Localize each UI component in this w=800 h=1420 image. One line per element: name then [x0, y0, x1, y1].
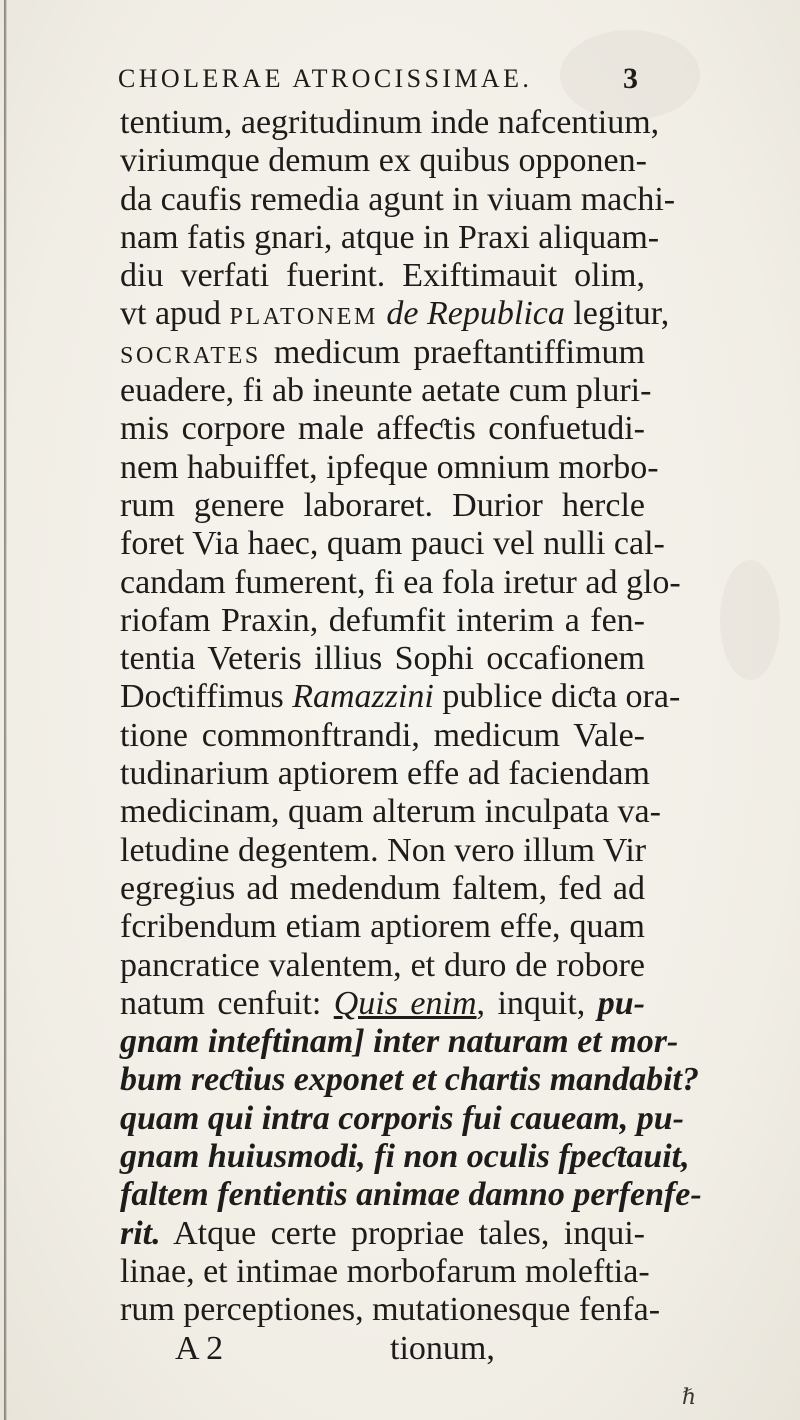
text-line: [120, 908, 645, 946]
text-line: [120, 563, 681, 602]
text-line: [120, 717, 645, 755]
text-segment: pu-: [597, 984, 645, 1022]
text-segment: Ramazzini: [292, 678, 434, 716]
text-line: [120, 947, 645, 985]
text-line: [120, 1291, 661, 1329]
text-segment: linae, et intimae morbofarum moleftia-: [120, 1252, 650, 1290]
text-segment: legitur,: [564, 295, 670, 333]
text-segment: foret Via haec, quam pauci vel nulli cal-: [120, 525, 665, 563]
text-segment: gnam inteftinam] inter naturam et mor-: [120, 1023, 679, 1061]
text-segment: tione commonftrandi, medicum Vale-: [120, 716, 645, 754]
text-line: [120, 832, 645, 870]
text-line: [120, 985, 645, 1023]
text-segment: nam fatis gnari, atque in Praxi aliquam-: [120, 218, 660, 256]
text-line: [120, 448, 659, 487]
text-segment: tudinarium aptiorem effe ad faciendam: [120, 755, 650, 793]
running-title: CHOLERAE ATROCISSIMAE.: [118, 64, 533, 93]
text-segment: rit.: [120, 1214, 161, 1252]
text-segment: rum perceptiones, mutationesque fenfa-: [120, 1291, 661, 1329]
text-segment: egregius ad medendum faltem, fed ad: [120, 869, 645, 907]
body-text: [120, 104, 702, 1368]
text-segment: bum reƈtius exponet et chartis mandabit?: [120, 1061, 699, 1099]
text-line: [120, 602, 645, 640]
text-segment: nem habuiffet, ipfeque omnium morbo-: [120, 448, 659, 486]
text-line: [120, 487, 645, 525]
text-line: [120, 1099, 684, 1138]
text-segment: vt apud: [120, 295, 230, 333]
text-segment: Atque certe propriae tales, inqui-: [160, 1214, 645, 1252]
page-number: 3: [623, 62, 638, 95]
catchword: tionum,: [390, 1329, 495, 1367]
text-segment: pancratice valentem, et duro de robore: [120, 946, 645, 984]
text-segment: fcribendum etiam aptiorem effe, quam: [120, 908, 645, 946]
text-segment: mis corpore male affeƈtis confuetudi-: [120, 410, 645, 448]
text-segment: riofam Praxin, defumfit interim a fen-: [120, 601, 645, 639]
text-segment: rum genere laboraret. Durior hercle: [120, 486, 645, 524]
text-segment: diu verfati fuerint. Exiftimauit olim,: [120, 257, 645, 295]
text-line: [120, 678, 681, 716]
text-line: [120, 142, 645, 180]
text-line: [120, 525, 665, 563]
text-line: [120, 1061, 699, 1099]
text-segment: quam qui intra corporis fui caueam, pu-: [120, 1099, 684, 1137]
text-segment: letudine degentem. Non vero illum Vir: [120, 831, 647, 869]
text-line: [120, 1138, 690, 1176]
text-line: [120, 218, 660, 257]
text-segment: tentia Veteris illius Sophi occafionem: [120, 640, 645, 678]
text-line: [120, 870, 645, 908]
text-segment: Doƈtiffimus: [120, 678, 293, 716]
running-head: [118, 60, 638, 100]
text-segment: viriumque demum ex quibus opponen-: [120, 142, 647, 180]
text-segment: candam fumerent, fi ea fola iretur ad glo-: [120, 563, 681, 601]
text-segment: natum cenfuit:: [120, 984, 334, 1022]
page-gutter-edge: [4, 0, 7, 1420]
text-segment: , inquit,: [476, 984, 598, 1022]
text-segment: de Republica: [386, 295, 565, 333]
text-line: [120, 1023, 679, 1061]
text-segment: euadere, fi ab ineunte aetate cum pluri-: [120, 372, 652, 410]
text-line: [120, 640, 645, 678]
text-line: [120, 180, 676, 219]
signature-mark: A 2: [175, 1329, 224, 1367]
text-line: [120, 1176, 702, 1214]
text-segment: tentium, aegritudinum inde nafcentium,: [120, 104, 660, 141]
corner-ink-mark: ℏ: [682, 1384, 697, 1409]
text-segment: da caufis remedia agunt in viuam machi-: [120, 180, 676, 218]
text-line: [120, 1215, 645, 1253]
text-line: [120, 295, 670, 333]
text-line: [120, 410, 645, 448]
text-line: [120, 334, 645, 372]
text-segment: gnam huiusmodi, fi non oculis fpeƈtauit,: [120, 1138, 690, 1176]
text-line: [120, 257, 645, 295]
text-line: [120, 793, 661, 831]
text-segment: SOCRATES: [120, 342, 261, 369]
paper-stain: [720, 560, 780, 680]
text-line: [120, 755, 650, 793]
text-segment: publice diƈta ora-: [433, 678, 681, 716]
text-segment: Quis enim: [333, 984, 477, 1022]
text-segment: PLATONEM: [229, 304, 378, 331]
text-segment: faltem fentientis animae damno perfenfe-: [120, 1176, 702, 1214]
footer-line: [120, 1330, 645, 1368]
text-line: [120, 104, 660, 142]
text-segment: medicum praeftantiffimum: [260, 333, 645, 371]
text-line: [120, 372, 652, 410]
text-line: [120, 1252, 650, 1291]
text-segment: medicinam, quam alterum inculpata va-: [120, 793, 661, 831]
